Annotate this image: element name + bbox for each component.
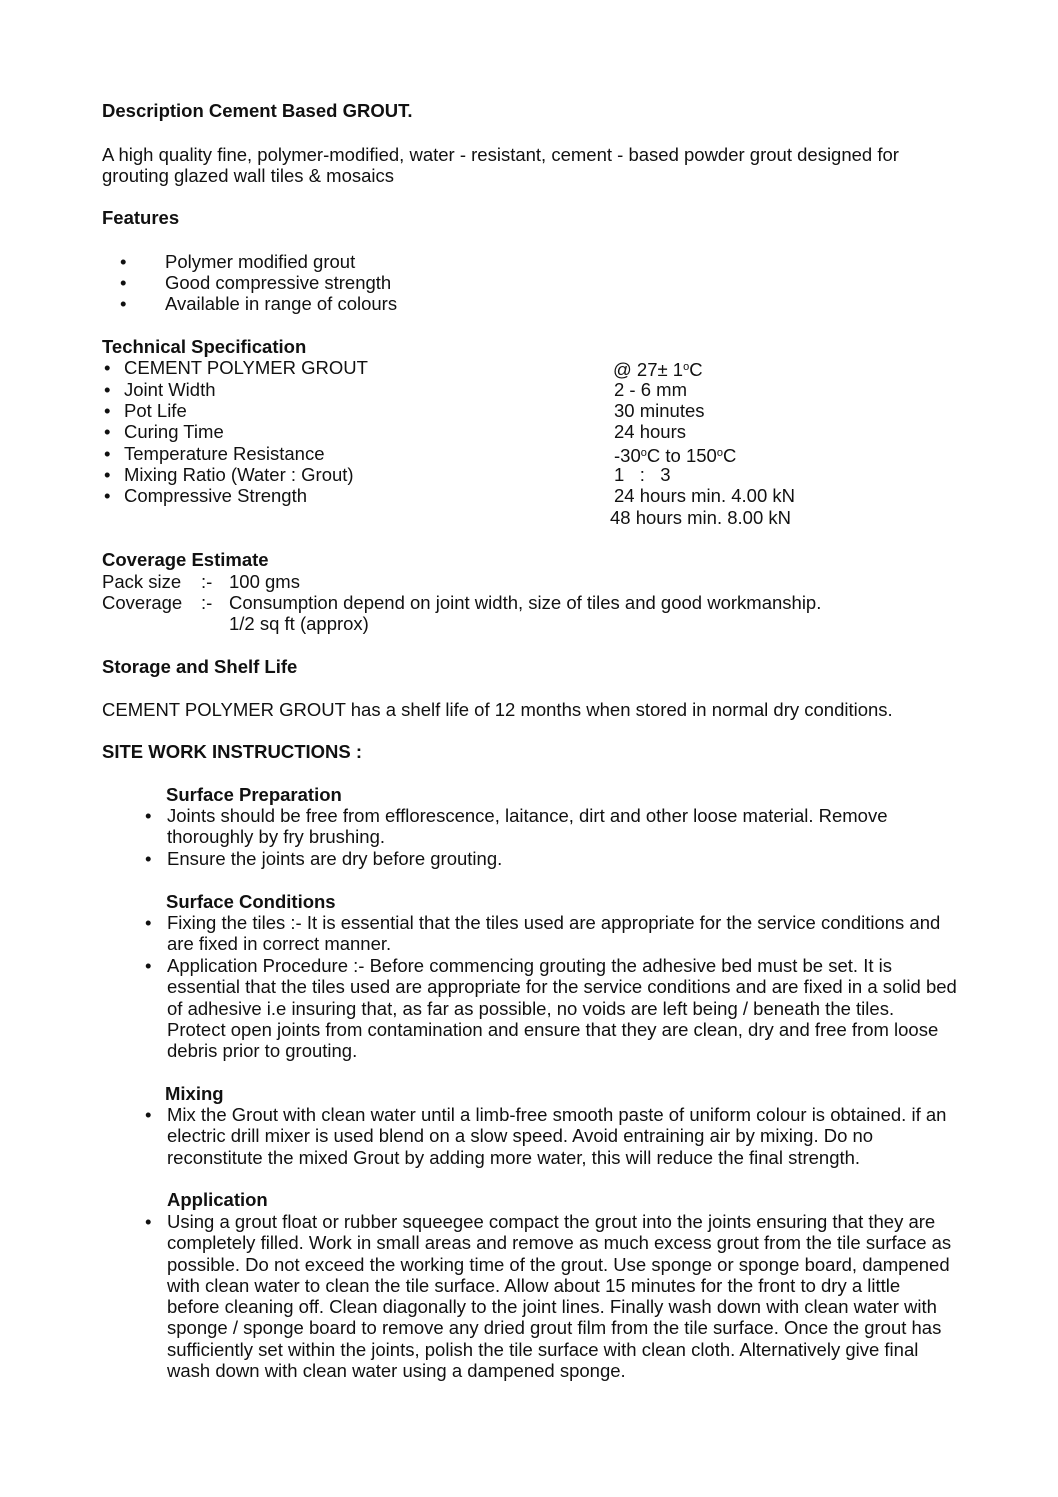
- description-heading: Description Cement Based GROUT.: [102, 100, 413, 121]
- pack-size-separator: :-: [201, 571, 213, 592]
- spec-value: 2 - 6 mm: [614, 379, 687, 400]
- surface-preparation-heading: Surface Preparation: [166, 784, 342, 805]
- bullet-icon: •: [104, 379, 111, 400]
- coverage-separator: :-: [201, 592, 213, 613]
- bullet-icon: •: [120, 272, 127, 293]
- bullet-icon: •: [120, 293, 127, 314]
- spec-value: 1 : 3: [614, 464, 671, 485]
- surface-conditions-item: Application Procedure :- Before commencing grouting the adhesive bed must be set. It is essential that the tiles used are appropriate for the service conditions and are fixed in a solid bed of adhesive i.e insuring that, as far as possible, no voids are left being / beneath the tiles. Protect open joints from contamination and ensure that they are clean, dry and free from loose debris prior to grouting.: [167, 955, 957, 1062]
- bullet-icon: •: [145, 1104, 152, 1125]
- bullet-icon: •: [145, 1211, 152, 1232]
- spec-value: 30 minutes: [614, 400, 705, 421]
- pack-size-label: Pack size: [102, 571, 182, 592]
- spec-label: Pot Life: [124, 400, 187, 421]
- surface-conditions-heading: Surface Conditions: [166, 891, 336, 912]
- surface-conditions-item: Fixing the tiles :- It is essential that the tiles used are appropriate for the service conditions and are fixed in correct manner.: [167, 912, 941, 955]
- bullet-icon: •: [104, 485, 111, 506]
- bullet-icon: •: [145, 848, 152, 869]
- feature-item: Good compressive strength: [165, 272, 392, 293]
- feature-item: Available in range of colours: [165, 293, 398, 314]
- spec-label: CEMENT POLYMER GROUT: [124, 357, 368, 378]
- spec-label: Compressive Strength: [124, 485, 308, 506]
- bullet-icon: •: [104, 464, 111, 485]
- site-heading: SITE WORK INSTRUCTIONS :: [102, 741, 363, 762]
- pack-size-value: 100 gms: [229, 571, 300, 592]
- spec-value: 24 hours min. 4.00 kN: [614, 485, 795, 506]
- spec-value-extra: 48 hours min. 8.00 kN: [610, 507, 791, 528]
- application-heading: Application: [167, 1189, 268, 1210]
- coverage-heading: Coverage Estimate: [102, 549, 269, 570]
- bullet-icon: •: [104, 421, 111, 442]
- mixing-heading: Mixing: [165, 1083, 224, 1104]
- application-item: Using a grout float or rubber squeegee compact the grout into the joints ensuring that they are completely filled. Work in small areas and remove as much excess grout from the tile surface as possible. Do not exceed the working time of the grout. Use sponge or sponge board, dampened with clean water to clean the tile surface. Allow about 15 minutes for the front to dry a little before cleaning off. Clean diagonally to the joint lines. Finally wash down with clean water with sponge / sponge board to remove any dried grout film from the tile surface. Once the grout has sufficiently set within the joints, polish the tile surface with clean cloth. Alternatively give final wash down with clean water using a dampened sponge.: [167, 1211, 952, 1382]
- spec-label: Mixing Ratio (Water : Grout): [124, 464, 354, 485]
- technical-heading: Technical Specification: [102, 336, 307, 357]
- bullet-icon: •: [104, 443, 111, 464]
- description-text-line2: grouting glazed wall tiles & mosaics: [102, 165, 395, 186]
- surface-preparation-item: Ensure the joints are dry before grouting.: [167, 848, 503, 869]
- spec-label: Joint Width: [124, 379, 216, 400]
- bullet-icon: •: [145, 955, 152, 976]
- description-text-line1: A high quality fine, polymer-modified, water - resistant, cement - based powder grout designed for: [102, 144, 899, 165]
- spec-value: @ $27\pm 1^oC$: [613, 359, 703, 380]
- bullet-icon: •: [120, 251, 127, 272]
- bullet-icon: •: [145, 912, 152, 933]
- storage-text: CEMENT POLYMER GROUT has a shelf life of 12 months when stored in normal dry conditions.: [102, 699, 893, 720]
- bullet-icon: •: [104, 357, 111, 378]
- spec-label: Curing Time: [124, 421, 224, 442]
- features-heading: Features: [102, 207, 180, 228]
- coverage-label: Coverage: [102, 592, 183, 613]
- coverage-value-2: 1/2 sq ft (approx): [229, 613, 369, 634]
- storage-heading: Storage and Shelf Life: [102, 656, 298, 677]
- surface-preparation-item: Joints should be free from efflorescence, laitance, dirt and other loose material. Remove thoroughly by fry brushing.: [167, 805, 888, 848]
- spec-label: Temperature Resistance: [124, 443, 325, 464]
- spec-value: 24 hours: [614, 421, 686, 442]
- feature-item: Polymer modified grout: [165, 251, 356, 272]
- mixing-item: Mix the Grout with clean water until a limb-free smooth paste of uniform colour is obtained. if an electric drill mixer is used blend on a slow speed. Avoid entraining air by mixing. Do no reconstitute the mixed Grout by adding more water, this will reduce the final strength.: [167, 1104, 947, 1168]
- coverage-value: Consumption depend on joint width, size of tiles and good workmanship.: [229, 592, 822, 613]
- spec-value: -30$^o$C to 150$^o$C: [614, 445, 737, 466]
- bullet-icon: •: [145, 805, 152, 826]
- bullet-icon: •: [104, 400, 111, 421]
